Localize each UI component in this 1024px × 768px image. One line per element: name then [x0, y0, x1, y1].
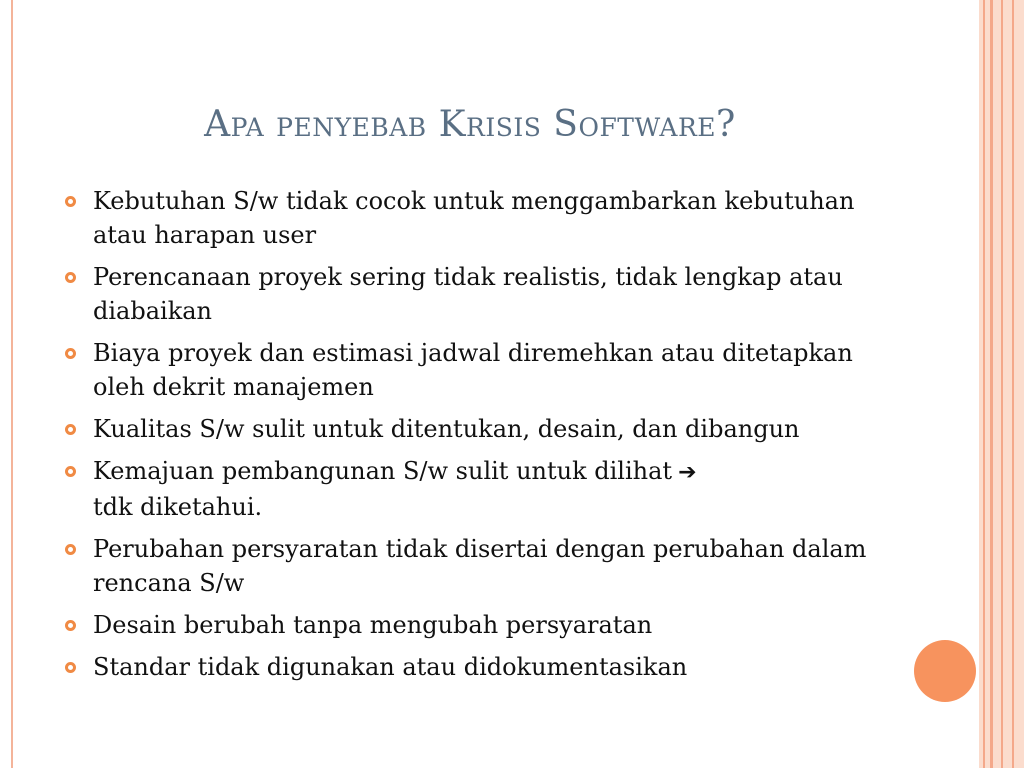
right-decorative-line [983, 0, 985, 768]
bullet-text: Biaya proyek dan estimasi jadwal diremehkan atau ditetapkan oleh dekrit manajemen [93, 339, 853, 401]
right-decorative-line [990, 0, 993, 768]
decorative-circle [914, 640, 976, 702]
bullet-text: Kualitas S/w sulit untuk ditentukan, desain, dan dibangun [93, 415, 800, 443]
bullet-item [60, 336, 890, 404]
bullet-circle-icon [65, 272, 76, 283]
bullet-circle-icon [65, 620, 76, 631]
bullet-text: Standar tidak digunakan atau didokumentasikan [93, 653, 688, 681]
right-arrow-icon: ➔ [678, 460, 697, 485]
bullet-item [60, 260, 890, 328]
right-decorative-line [1012, 0, 1014, 768]
bullet-item [60, 184, 890, 252]
bullet-text: Kemajuan pembangunan S/w sulit untuk dilihat [93, 457, 673, 485]
bullet-list [60, 184, 890, 692]
bullet-item [60, 532, 890, 600]
bullet-circle-icon [65, 424, 76, 435]
bullet-text: Perencanaan proyek sering tidak realistis, tidak lengkap atau diabaikan [93, 263, 843, 325]
bullet-item [60, 608, 890, 642]
bullet-text-continuation: tdk diketahui. [93, 493, 263, 521]
bullet-circle-icon [65, 662, 76, 673]
bullet-item [60, 650, 890, 684]
right-decorative-line [1001, 0, 1003, 768]
bullet-item [60, 454, 890, 524]
bullet-circle-icon [65, 466, 76, 477]
bullet-text: Kebutuhan S/w tidak cocok untuk menggambarkan kebutuhan atau harapan user [93, 187, 855, 249]
bullet-item [60, 412, 890, 446]
bullet-circle-icon [65, 348, 76, 359]
bullet-text: Perubahan persyaratan tidak disertai dengan perubahan dalam rencana S/w [93, 535, 867, 597]
bullet-circle-icon [65, 196, 76, 207]
bullet-circle-icon [65, 544, 76, 555]
slide-title: Apa penyebab Krisis Software? [204, 104, 736, 145]
bullet-text: Desain berubah tanpa mengubah persyaratan [93, 611, 653, 639]
